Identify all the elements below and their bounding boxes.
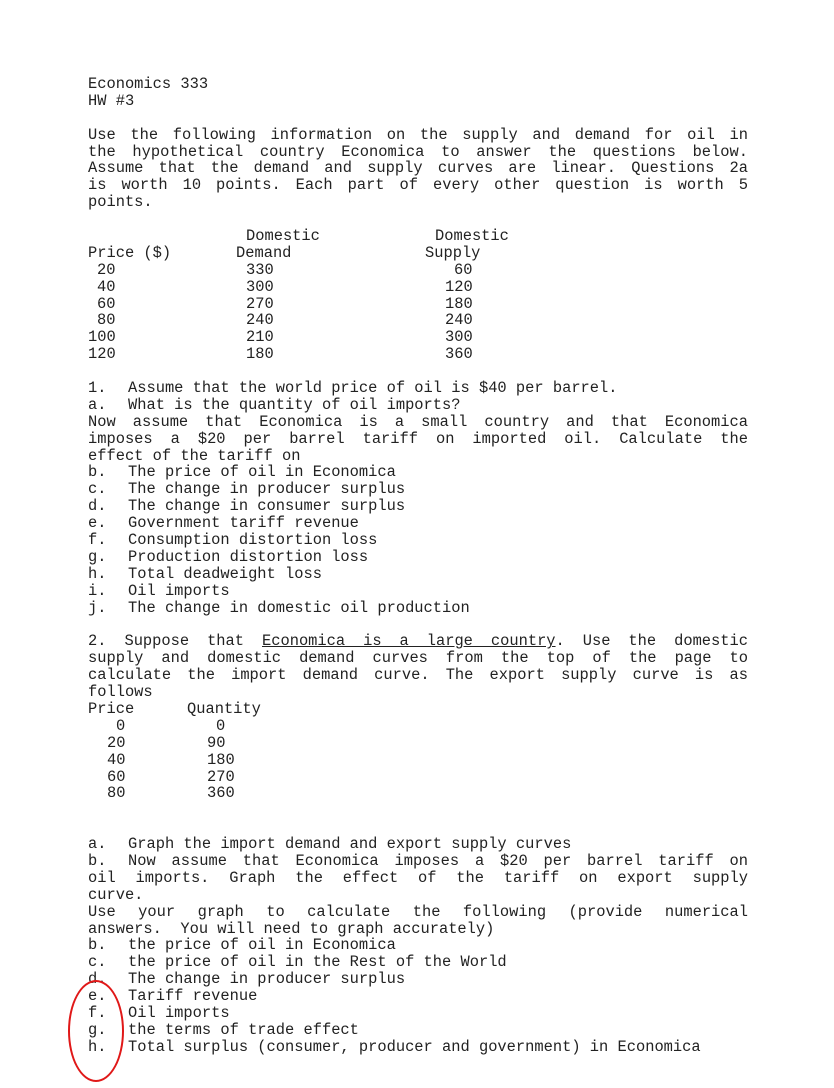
part-letter: b. bbox=[88, 851, 107, 870]
table-header-row bbox=[88, 228, 748, 245]
cell-quantity: 270 bbox=[207, 767, 235, 786]
cell-demand: 180 bbox=[246, 345, 274, 364]
cell-quantity: 0 bbox=[216, 716, 226, 735]
question-1-paragraph-line: effect of the tariff on bbox=[88, 446, 301, 465]
list-item bbox=[88, 566, 748, 583]
cell-demand: 330 bbox=[246, 260, 274, 279]
list-item bbox=[88, 1039, 748, 1056]
list-item bbox=[88, 583, 748, 600]
part-text: Tariff revenue bbox=[128, 987, 258, 1006]
header-supply: Supply bbox=[425, 243, 481, 262]
question-1-stem bbox=[88, 380, 748, 397]
table-row bbox=[88, 735, 748, 752]
cell-demand: 270 bbox=[246, 294, 274, 313]
supply-demand-table bbox=[88, 228, 748, 363]
cell-price: 40 bbox=[107, 750, 126, 769]
list-item bbox=[88, 971, 748, 988]
table-row bbox=[88, 718, 748, 735]
question-2-line: supply and domestic demand curves from the top of the page to bbox=[88, 649, 748, 668]
cell-supply: 360 bbox=[445, 345, 473, 364]
question-text: Assume that the world price of oil is $40 per barrel. bbox=[128, 379, 618, 398]
cell-price: 40 bbox=[97, 277, 116, 296]
header-price: Price ($) bbox=[88, 243, 172, 262]
part-letter: d. bbox=[88, 970, 107, 989]
table-row bbox=[88, 329, 748, 346]
cell-quantity: 360 bbox=[207, 784, 235, 803]
cell-quantity: 180 bbox=[207, 750, 235, 769]
list-item bbox=[88, 498, 748, 515]
part-text: The change in consumer surplus bbox=[128, 497, 406, 516]
list-item bbox=[88, 954, 748, 971]
question-2 bbox=[88, 633, 748, 1055]
question-text-pre: Suppose that bbox=[124, 632, 262, 651]
cell-quantity: 90 bbox=[207, 733, 226, 752]
cell-price: 80 bbox=[97, 311, 116, 330]
cell-price: 60 bbox=[97, 294, 116, 313]
table-header-row bbox=[88, 245, 748, 262]
part-text: The change in producer surplus bbox=[128, 970, 406, 989]
part-text: Total surplus (consumer, producer and government) in Economica bbox=[128, 1037, 701, 1056]
cell-demand: 300 bbox=[246, 277, 274, 296]
part-text: The change in domestic oil production bbox=[128, 598, 470, 617]
list-item bbox=[88, 515, 748, 532]
cell-price: 120 bbox=[88, 345, 116, 364]
list-item bbox=[88, 988, 748, 1005]
underlined-phrase: Economica is a large country bbox=[262, 632, 556, 651]
list-item bbox=[88, 481, 748, 498]
cell-price: 20 bbox=[97, 260, 116, 279]
list-item bbox=[88, 1005, 748, 1022]
part-text: The change in producer surplus bbox=[128, 480, 406, 499]
part-text: Oil imports bbox=[128, 1004, 230, 1022]
instruction-line: Use your graph to calculate the following (provide numerical bbox=[88, 902, 748, 921]
part-text: What is the quantity of oil imports? bbox=[128, 395, 461, 414]
list-item bbox=[88, 937, 748, 954]
table-row bbox=[88, 346, 748, 363]
part-letter: a. bbox=[88, 395, 107, 414]
part-text: Production distortion loss bbox=[128, 547, 369, 566]
part-text: Consumption distortion loss bbox=[128, 531, 378, 550]
cell-price: 80 bbox=[107, 784, 126, 803]
part-text: Oil imports bbox=[128, 581, 230, 600]
intro-line: Use the following information on the supply and demand for oil in bbox=[88, 125, 748, 144]
part-letter: e. bbox=[88, 987, 107, 1006]
part-text: the terms of trade effect bbox=[128, 1020, 359, 1039]
question-2-stem bbox=[88, 633, 748, 650]
question-number: 2. bbox=[88, 632, 107, 651]
part-letter: d. bbox=[88, 497, 107, 516]
table-header-row bbox=[88, 701, 748, 718]
homework-number: HW #3 bbox=[88, 91, 135, 110]
homework-document bbox=[88, 76, 748, 1056]
table-row bbox=[88, 262, 748, 279]
cell-demand: 210 bbox=[246, 328, 274, 347]
question-2-part-a bbox=[88, 836, 748, 853]
part-letter: i. bbox=[88, 581, 107, 600]
cell-price: 0 bbox=[116, 716, 126, 735]
export-supply-table bbox=[88, 701, 748, 802]
cell-demand: 240 bbox=[246, 311, 274, 330]
list-item bbox=[88, 532, 748, 549]
header-domestic-supply: Domestic bbox=[435, 227, 509, 246]
part-text: Total deadweight loss bbox=[128, 564, 322, 583]
cell-supply: 180 bbox=[445, 294, 473, 313]
part-text: the price of oil in the Rest of the World bbox=[128, 953, 507, 972]
question-2-line: calculate the import demand curve. The export supply curve is as bbox=[88, 666, 748, 685]
part-letter: e. bbox=[88, 514, 107, 533]
table-row bbox=[88, 296, 748, 313]
part-letter: h. bbox=[88, 564, 107, 583]
part-letter: b. bbox=[88, 936, 107, 955]
cell-supply: 120 bbox=[445, 277, 473, 296]
question-2-part-b bbox=[88, 853, 748, 870]
part-letter: f. bbox=[88, 1004, 107, 1022]
table-row bbox=[88, 312, 748, 329]
part-text: the price of oil in Economica bbox=[128, 936, 396, 955]
intro-line: points. bbox=[88, 193, 153, 212]
part-letter: c. bbox=[88, 953, 107, 972]
part-letter: a. bbox=[88, 835, 107, 854]
list-item bbox=[88, 1022, 748, 1039]
red-circle-annotation bbox=[68, 980, 124, 1082]
question-2-part-b-line: oil imports. Graph the effect of the tariff on export supply bbox=[88, 868, 748, 887]
part-letter: c. bbox=[88, 480, 107, 499]
question-1 bbox=[88, 380, 748, 616]
part-text: Now assume that Economica imposes a $20 per barrel tariff on bbox=[128, 851, 748, 870]
part-letter: g. bbox=[88, 547, 107, 566]
part-letter: g. bbox=[88, 1020, 107, 1039]
question-1-paragraph-line: imposes a $20 per barrel tariff on imported oil. Calculate the bbox=[88, 429, 748, 448]
question-1-paragraph-line: Now assume that Economica is a small country and that Economica bbox=[88, 412, 748, 431]
course-title: Economics 333 bbox=[88, 75, 209, 93]
question-1-part-a bbox=[88, 397, 748, 414]
part-letter: h. bbox=[88, 1037, 107, 1056]
header-domestic-demand: Domestic bbox=[246, 227, 320, 246]
part-text: Graph the import demand and export supply curves bbox=[128, 835, 572, 854]
cell-supply: 60 bbox=[454, 260, 473, 279]
question-text-post: . Use the domestic bbox=[555, 632, 748, 651]
intro-line: Assume that the demand and supply curves are linear. Questions 2a bbox=[88, 159, 748, 178]
table-row bbox=[88, 769, 748, 786]
header-demand: Demand bbox=[236, 243, 292, 262]
table-row bbox=[88, 785, 748, 802]
question-2-part-b-line: curve. bbox=[88, 885, 144, 904]
part-text: Government tariff revenue bbox=[128, 514, 359, 533]
part-letter: f. bbox=[88, 531, 107, 550]
list-item bbox=[88, 600, 748, 617]
cell-price: 20 bbox=[107, 733, 126, 752]
part-text: The price of oil in Economica bbox=[128, 463, 396, 482]
table-row bbox=[88, 279, 748, 296]
list-item bbox=[88, 464, 748, 481]
intro-line: the hypothetical country Economica to answer the questions below. bbox=[88, 142, 748, 161]
list-item bbox=[88, 549, 748, 566]
cell-supply: 300 bbox=[445, 328, 473, 347]
header-quantity: Quantity bbox=[187, 699, 261, 718]
intro-paragraph bbox=[88, 127, 748, 211]
intro-line: is worth 10 points. Each part of every other question is worth 5 bbox=[88, 176, 748, 195]
cell-price: 60 bbox=[107, 767, 126, 786]
header-price: Price bbox=[88, 699, 135, 718]
question-2-line: follows bbox=[88, 683, 153, 702]
cell-supply: 240 bbox=[445, 311, 473, 330]
part-letter: b. bbox=[88, 463, 107, 482]
cell-price: 100 bbox=[88, 328, 116, 347]
part-letter: j. bbox=[88, 598, 107, 617]
table-row bbox=[88, 752, 748, 769]
question-number: 1. bbox=[88, 379, 107, 398]
instruction-line: answers. You will need to graph accurately) bbox=[88, 919, 495, 938]
